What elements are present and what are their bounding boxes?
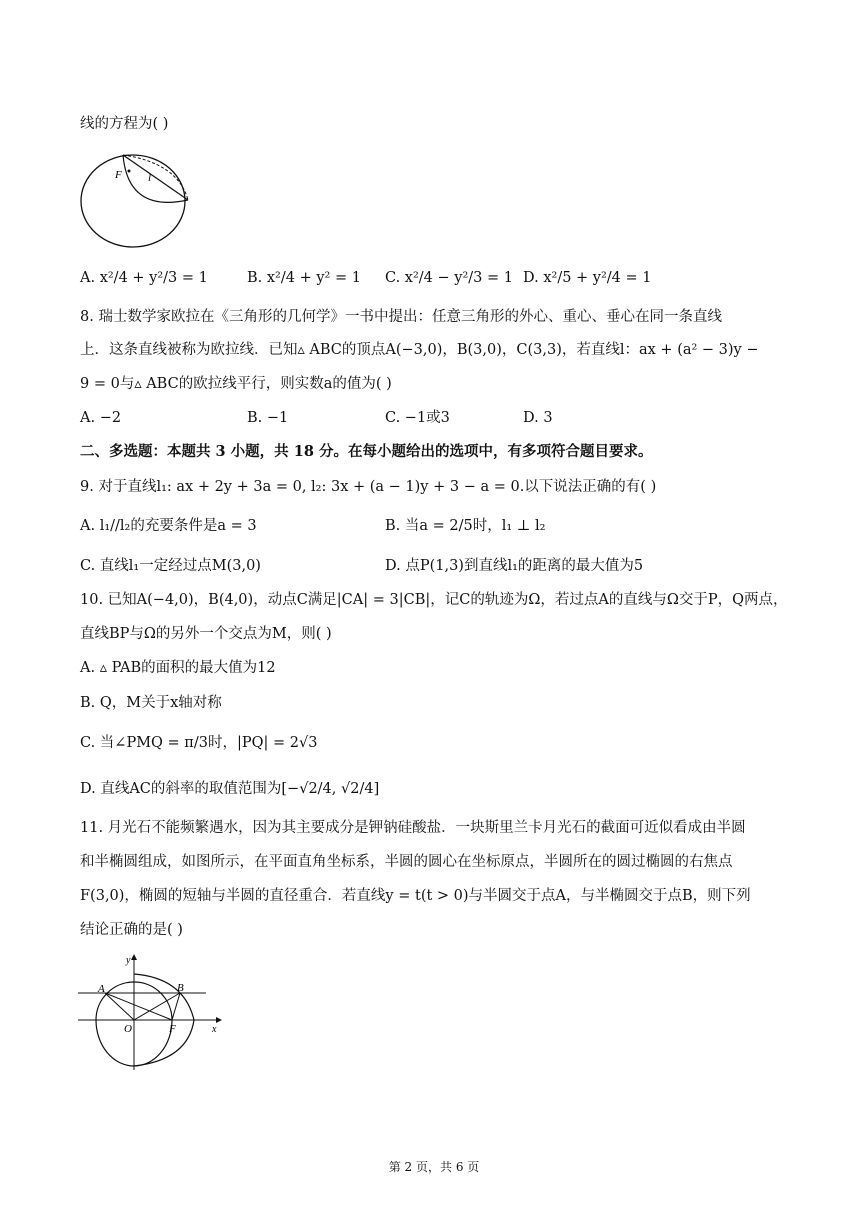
- q8-option-b: B. −1: [247, 410, 289, 426]
- q7-option-d: D. x²/5 + y²/4 = 1: [523, 270, 652, 286]
- q7-figure: [78, 143, 198, 253]
- q9-stem: 9. 对于直线l₁: ax + 2y + 3a = 0, l₂: 3x + (a − 1)y + 3 − a = 0.以下说法正确的有( ): [80, 479, 657, 495]
- q11-figure: [76, 950, 226, 1075]
- q7-option-b: B. x²/4 + y² = 1: [247, 270, 361, 286]
- q9-option-d: D. 点P(1,3)到直线l₁的距离的最大值为5: [385, 558, 644, 574]
- q11-label-B: B: [177, 982, 184, 994]
- q11-label-F: F: [169, 1023, 176, 1035]
- q7-label-F: F: [115, 169, 122, 181]
- q8-option-a: A. −2: [80, 410, 122, 426]
- q10-option-b: B. Q，M关于x轴对称: [80, 695, 222, 711]
- q8-line-2: 上．这条直线被称为欧拉线．已知▵ ABC的顶点A(−3,0)，B(3,0)，C(3,3)，若直线l：ax + (a² − 3)y −: [80, 342, 759, 358]
- q11-label-x: x: [212, 1024, 217, 1035]
- q11-line-1: 11. 月光石不能频繁遇水，因为其主要成分是钾钠硅酸盐．一块斯里兰卡月光石的截面可近似看成由半圆: [80, 820, 746, 836]
- q11-line-2: 和半椭圆组成，如图所示，在平面直角坐标系，半圆的圆心在坐标原点，半圆所在的圆过椭圆的右焦点: [80, 854, 733, 870]
- q9-option-c: C. 直线l₁一定经过点M(3,0): [80, 558, 261, 574]
- q10-option-c: C. 当∠PMQ = π/3时，|PQ| = 2√3: [80, 735, 318, 751]
- q10-option-a: A. ▵ PAB的面积的最大值为12: [80, 660, 276, 676]
- q7-option-c: C. x²/4 − y²/3 = 1: [385, 270, 513, 286]
- q7-label-l: l: [148, 172, 152, 184]
- q8-line-3: 9 = 0与▵ ABC的欧拉线平行，则实数a的值为( ): [80, 376, 392, 392]
- q11-line-4: 结论正确的是( ): [80, 922, 183, 938]
- q8-option-c: C. −1或3: [385, 410, 450, 426]
- q10-line-2: 直线BP与Ω的另外一个交点为M，则( ): [80, 626, 332, 642]
- q10-line-1: 10. 已知A(−4,0)，B(4,0)，动点C满足|CA| = 3|CB|，记C的轨迹为Ω，若过点A的直线与Ω交于P，Q两点，: [80, 592, 788, 608]
- q11-label-y: y: [126, 955, 131, 966]
- q8-line-1: 8. 瑞士数学家欧拉在《三角形的几何学》一书中提出：任意三角形的外心、重心、垂心在同一条直线: [80, 309, 722, 325]
- q10-option-d: D. 直线AC的斜率的取值范围为[−√2/4, √2/4]: [80, 781, 380, 797]
- page-footer: 第 2 页，共 6 页: [388, 1160, 480, 1174]
- q11-line-3: F(3,0)，椭圆的短轴与半圆的直径重合．若直线y = t(t > 0)与半圆交于点A，与半椭圆交于点B，则下列: [80, 888, 751, 904]
- q7-stem-tail: 线的方程为( ): [80, 116, 169, 132]
- q9-option-a: A. l₁//l₂的充要条件是a = 3: [80, 518, 257, 534]
- section-2-header: 二、多选题：本题共 3 小题，共 18 分。在每小题给出的选项中，有多项符合题目要求。: [80, 443, 653, 460]
- q11-label-O: O: [124, 1023, 132, 1035]
- q7-option-a: A. x²/4 + y²/3 = 1: [80, 270, 208, 286]
- q9-option-b: B. 当a = 2/5时，l₁ ⊥ l₂: [385, 518, 546, 534]
- q11-label-A: A: [98, 983, 105, 995]
- q8-option-d: D. 3: [523, 410, 553, 426]
